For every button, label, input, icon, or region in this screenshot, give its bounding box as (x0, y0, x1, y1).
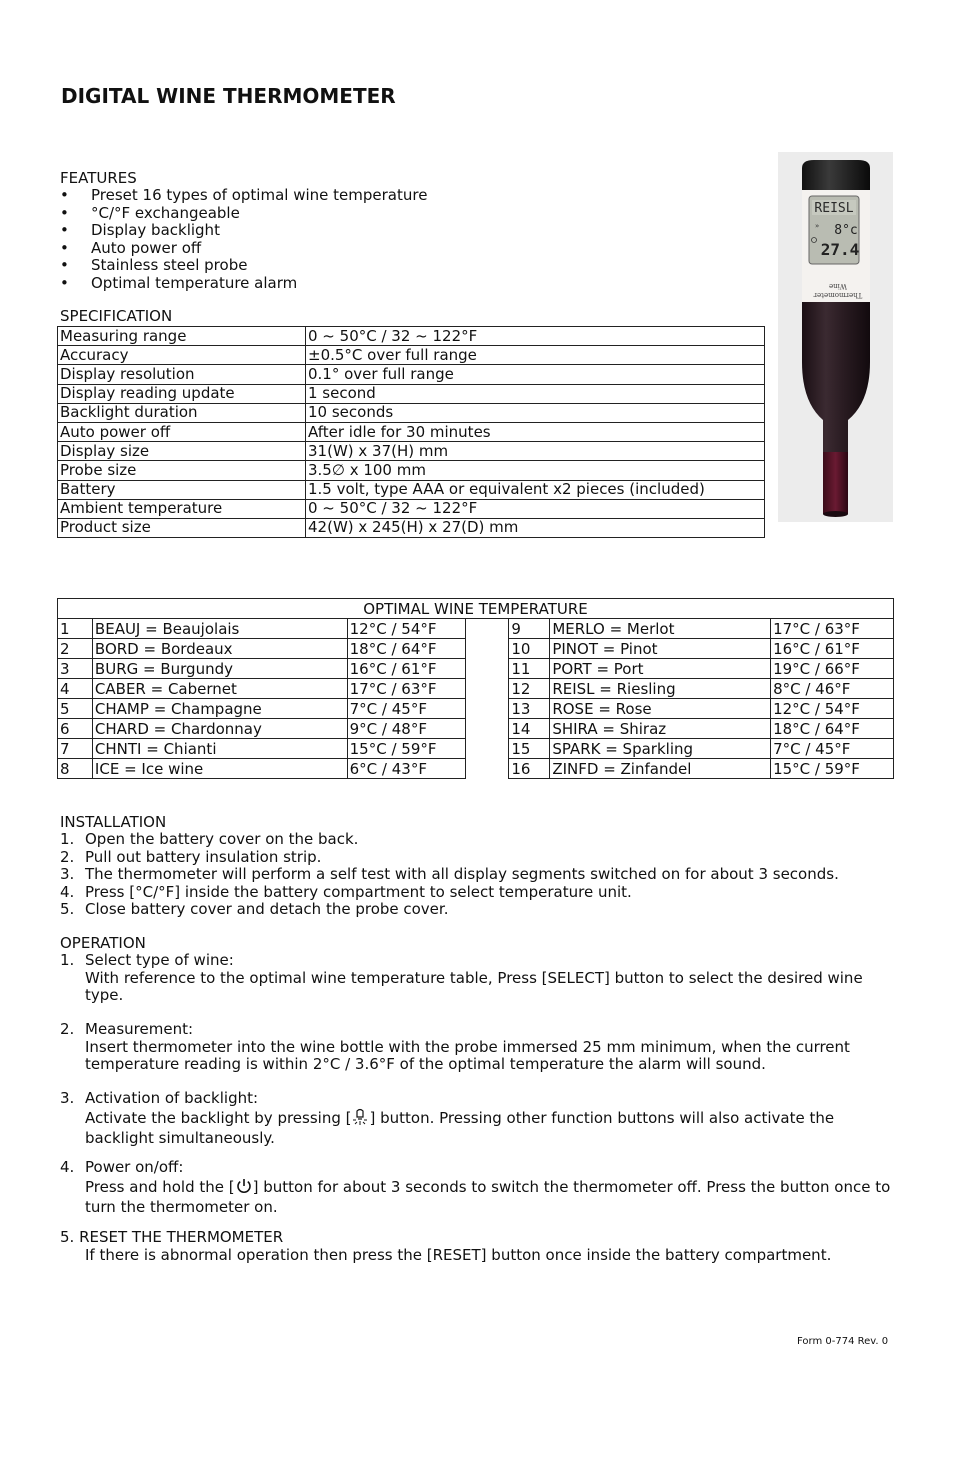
list-item (60, 884, 839, 902)
wine-temp: 18°C / 64°F (771, 719, 894, 739)
wine-number: 1 (58, 619, 93, 639)
wine-temp: 17°C / 63°F (347, 679, 465, 699)
table-row (58, 480, 765, 499)
bullet: • (60, 256, 69, 274)
wine-number: 13 (509, 699, 550, 719)
spacer-cell (465, 699, 509, 719)
wine-name: MERLO = Merlot (550, 619, 771, 639)
spec-value: 10 seconds (306, 403, 765, 422)
table-row (58, 739, 894, 759)
wine-number: 5 (58, 699, 93, 719)
lcd-target-temp: 8°c (834, 223, 858, 238)
step-text: Open the battery cover on the back. (85, 830, 359, 848)
installation-steps (60, 831, 839, 919)
spacer-cell (465, 679, 509, 699)
feature-text: Optimal temperature alarm (91, 273, 298, 292)
spacer-cell (465, 719, 509, 739)
wine-name: PORT = Port (550, 659, 771, 679)
lcd-wine-code: REISL (814, 201, 854, 216)
feature-text: Preset 16 types of optimal wine temperature (91, 186, 428, 204)
list-item (60, 187, 427, 205)
table-row (58, 499, 765, 518)
wine-temp: 9°C / 48°F (347, 719, 465, 739)
wine-temp: 7°C / 45°F (771, 739, 894, 759)
wine-name: REISL = Riesling (550, 679, 771, 699)
wine-temp: 19°C / 66°F (771, 659, 894, 679)
lcd-current-temp: 27.4 (820, 240, 860, 259)
page-title: DIGITAL WINE THERMOMETER (61, 84, 396, 108)
step-body (60, 1177, 905, 1217)
wine-number: 14 (509, 719, 550, 739)
list-item (60, 240, 427, 258)
step-text: Press [°C/°F] inside the battery compartment to select temperature unit. (85, 882, 632, 901)
spec-value: After idle for 30 minutes (306, 422, 765, 441)
spec-value: 31(W) x 37(H) mm (306, 442, 765, 461)
wine-name: CABER = Cabernet (92, 679, 347, 699)
spec-value: 1 second (306, 384, 765, 403)
wine-number: 7 (58, 739, 93, 759)
specification-heading: SPECIFICATION (60, 307, 173, 325)
list-item (60, 849, 839, 867)
step-body: If there is abnormal operation then press the [RESET] button once inside the battery compartment. (85, 1245, 832, 1264)
step-number: 1. (60, 830, 75, 848)
feature-text: Auto power off (91, 238, 202, 257)
wine-temp: 15°C / 59°F (347, 739, 465, 759)
wine-temperature-table (57, 598, 894, 779)
wine-number: 11 (509, 659, 550, 679)
table-row (58, 719, 894, 739)
step-number: 1. (60, 951, 75, 969)
step-body (60, 1108, 905, 1148)
table-row (58, 461, 765, 480)
bullet: • (60, 238, 69, 257)
table-header-row (58, 599, 894, 619)
list-item (60, 275, 427, 293)
step-body-text: ] button. Pressing other function buttons will also activate the backlight simultaneously. (85, 1108, 835, 1147)
step-body-text: Press and hold the [ (85, 1177, 235, 1196)
wine-number: 2 (58, 639, 93, 659)
operation-reset (60, 1229, 905, 1264)
spec-value: 0 ~ 50°C / 32 ~ 122°F (306, 499, 765, 518)
wine-temp: 15°C / 59°F (771, 759, 894, 779)
spec-value: 1.5 volt, type AAA or equivalent x2 pieces (included) (306, 480, 765, 499)
spec-label: Auto power off (58, 422, 306, 441)
wine-temp: 17°C / 63°F (771, 619, 894, 639)
spec-label: Display size (58, 442, 306, 461)
features-heading: FEATURES (60, 169, 137, 187)
form-number: Form 0-774 Rev. 0 (797, 1336, 889, 1347)
spec-label: Accuracy (58, 346, 306, 365)
step-title: Select type of wine: (85, 951, 234, 969)
step-body: With reference to the optimal wine temperature table, Press [SELECT] button to select the desired wine type. (85, 968, 863, 1004)
spec-label: Measuring range (58, 327, 306, 346)
wine-temp: 16°C / 61°F (347, 659, 465, 679)
operation-backlight (60, 1090, 905, 1148)
step-body-text: Activate the backlight by pressing [ (85, 1108, 352, 1127)
power-icon (235, 1177, 253, 1200)
wine-name: BEAUJ = Beaujolais (92, 619, 347, 639)
label-thermometer-text: Thermometer (813, 291, 863, 299)
wine-temp: 18°C / 64°F (347, 639, 465, 659)
step-number: 3. (60, 865, 75, 883)
step-number: 2. (60, 1020, 75, 1038)
spec-label: Display resolution (58, 365, 306, 384)
list-item (60, 222, 427, 240)
spacer-cell (465, 639, 509, 659)
table-row (58, 365, 765, 384)
operation-measurement (60, 1021, 905, 1074)
spacer-cell (465, 739, 509, 759)
wine-name: BORD = Bordeaux (92, 639, 347, 659)
bullet: • (60, 221, 69, 239)
table-row (58, 422, 765, 441)
bullet: • (60, 186, 69, 204)
list-item (60, 866, 839, 884)
wine-name: PINOT = Pinot (550, 639, 771, 659)
wine-name: ZINFD = Zinfandel (550, 759, 771, 779)
wine-temp: 7°C / 45°F (347, 699, 465, 719)
backlight-icon (351, 1108, 369, 1131)
spacer-cell (465, 759, 509, 779)
wine-name: CHARD = Chardonnay (92, 719, 347, 739)
spec-label: Backlight duration (58, 403, 306, 422)
step-text: Pull out battery insulation strip. (85, 847, 322, 866)
table-row (58, 759, 894, 779)
step-number: 2. (60, 847, 75, 866)
step-title: Power on/off: (85, 1158, 184, 1176)
wine-temp: 12°C / 54°F (771, 699, 894, 719)
bullet: • (60, 203, 69, 222)
wine-temp: 8°C / 46°F (771, 679, 894, 699)
wine-name: SHIRA = Shiraz (550, 719, 771, 739)
step-body-text: ] button for about 3 seconds to switch the thermometer off. Press the button once to turn the thermometer on. (85, 1177, 891, 1216)
step-number: 4. (60, 882, 75, 901)
spec-value: 42(W) x 245(H) x 27(D) mm (306, 518, 765, 537)
thermometer-illustration (778, 152, 893, 522)
operation-heading: OPERATION (60, 934, 146, 952)
spacer-cell (465, 619, 509, 639)
step-number: 4. (60, 1158, 75, 1176)
specification-table (57, 326, 765, 538)
features-list (60, 187, 427, 292)
list-item (60, 205, 427, 223)
table-row (58, 659, 894, 679)
lcd-arrows-icon: » (815, 222, 820, 230)
wine-name: ROSE = Rose (550, 699, 771, 719)
spacer-cell (465, 659, 509, 679)
wine-number: 15 (509, 739, 550, 759)
spec-label: Ambient temperature (58, 499, 306, 518)
table-row (58, 639, 894, 659)
operation-select (60, 952, 905, 1005)
product-photo (778, 152, 893, 522)
wine-number: 8 (58, 759, 93, 779)
wine-name: BURG = Burgundy (92, 659, 347, 679)
spec-label: Battery (58, 480, 306, 499)
spec-value: ±0.5°C over full range (306, 346, 765, 365)
wine-number: 12 (509, 679, 550, 699)
wine-name: ICE = Ice wine (92, 759, 347, 779)
label-wine-text: Wine (829, 282, 847, 290)
wine-temp: 12°C / 54°F (347, 619, 465, 639)
spec-label: Product size (58, 518, 306, 537)
list-item (60, 831, 839, 849)
wine-temp: 16°C / 61°F (771, 639, 894, 659)
step-number: 5. (60, 900, 75, 918)
table-row (58, 699, 894, 719)
wine-number: 9 (509, 619, 550, 639)
table-row (58, 403, 765, 422)
wine-name: SPARK = Sparkling (550, 739, 771, 759)
list-item (60, 901, 839, 919)
step-text: The thermometer will perform a self test with all display segments switched on for about 3 seconds. (85, 865, 839, 883)
table-row (58, 518, 765, 537)
step-text: Close battery cover and detach the probe cover. (85, 900, 449, 918)
wine-number: 3 (58, 659, 93, 679)
step-title: Measurement: (85, 1020, 194, 1038)
wine-number: 16 (509, 759, 550, 779)
operation-power (60, 1159, 905, 1217)
wine-number: 4 (58, 679, 93, 699)
feature-text: Display backlight (91, 221, 220, 239)
spec-label: Display reading update (58, 384, 306, 403)
spec-value: 0.1° over full range (306, 365, 765, 384)
feature-text: Stainless steel probe (91, 256, 248, 274)
step-title: 5. RESET THE THERMOMETER (60, 1228, 284, 1246)
step-number: 3. (60, 1089, 75, 1107)
wine-name: CHNTI = Chianti (92, 739, 347, 759)
spec-value: 0 ~ 50°C / 32 ~ 122°F (306, 327, 765, 346)
table-row (58, 346, 765, 365)
table-caption: OPTIMAL WINE TEMPERATURE (58, 599, 894, 619)
feature-text: °C/°F exchangeable (91, 203, 240, 222)
table-row (58, 327, 765, 346)
table-row (58, 442, 765, 461)
wine-name: CHAMP = Champagne (92, 699, 347, 719)
wine-temp: 6°C / 43°F (347, 759, 465, 779)
step-title: Activation of backlight: (85, 1089, 259, 1107)
wine-number: 6 (58, 719, 93, 739)
table-row (58, 679, 894, 699)
table-row (58, 384, 765, 403)
spec-label: Probe size (58, 461, 306, 480)
list-item (60, 257, 427, 275)
wine-number: 10 (509, 639, 550, 659)
installation-heading: INSTALLATION (60, 813, 167, 831)
bullet: • (60, 273, 69, 292)
spec-value: 3.5∅ x 100 mm (306, 461, 765, 480)
step-body: Insert thermometer into the wine bottle with the probe immersed 25 mm minimum, when the current temperature reading is within 2°C / 3.6°F of the optimal temperature the alarm will sound. (85, 1037, 850, 1073)
table-row (58, 619, 894, 639)
